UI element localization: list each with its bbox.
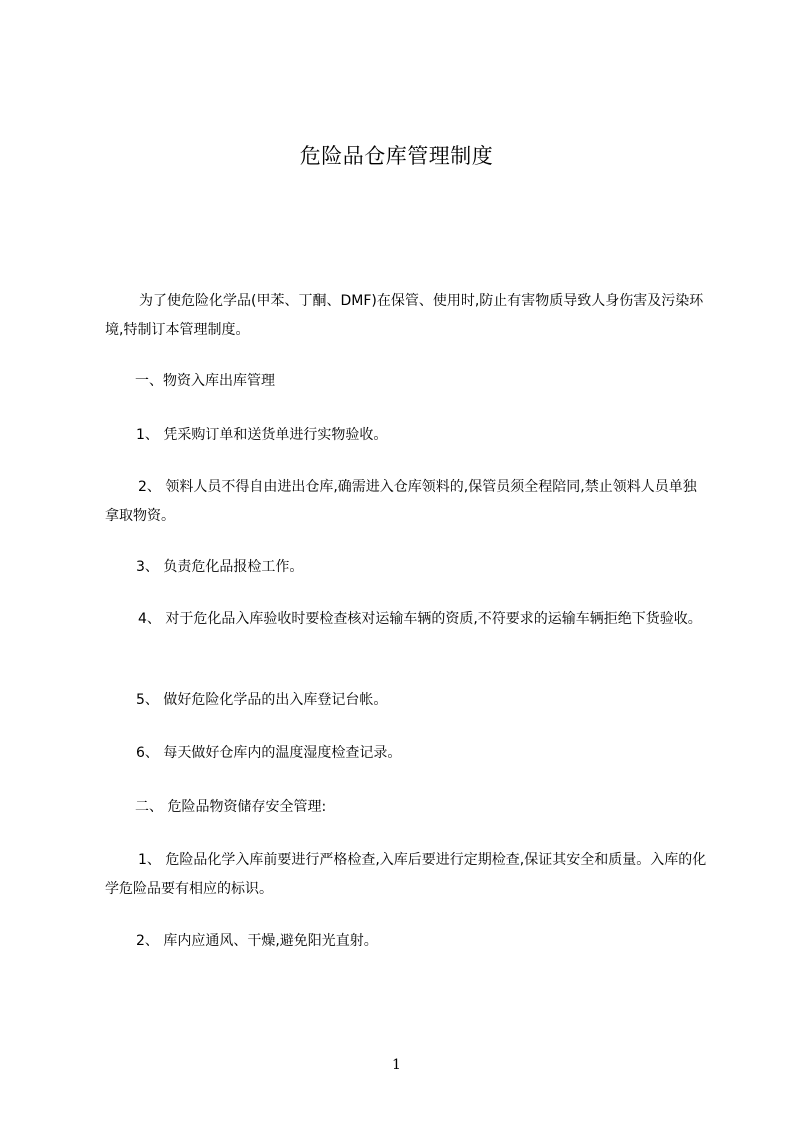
section-1-item-3: 3、 负责危化品报检工作。	[136, 559, 304, 575]
section-1-heading: 一、物资入库出库管理	[135, 373, 275, 389]
section-2-item-2: 2、 库内应通风、干燥,避免阳光直射。	[136, 933, 378, 949]
section-1-item-5: 5、 做好危险化学品的出入库登记台帐。	[136, 692, 388, 708]
section-2-heading: 二、 危险品物资储存安全管理:	[135, 799, 327, 815]
page-number: 1	[392, 1057, 401, 1073]
section-1-item-2: 2、 领料人员不得自由进出仓库,确需进入仓库领料的,保管员须全程陪同,禁止领料人员单独拿取物资。	[105, 479, 697, 524]
section-1-item-4: 4、 对于危化品入库验收时要检查核对运输车辆的资质,不符要求的运输车辆拒绝下货验收。	[138, 611, 702, 627]
intro-paragraph: 为了使危险化学品(甲苯、丁酮、DMF)在保管、使用时,防止有害物质导致人身伤害及污染环境,特制订本管理制度。	[105, 293, 704, 338]
document-title: 危险品仓库管理制度	[299, 144, 494, 168]
section-1-item-6: 6、 每天做好仓库内的温度湿度检查记录。	[136, 745, 402, 761]
section-1-item-1: 1、 凭采购订单和送货单进行实物验收。	[136, 427, 388, 443]
section-2-item-1: 1、 危险品化学入库前要进行严格检查,入库后要进行定期检查,保证其安全和质量。入库的化学危险品要有相应的标识。	[105, 852, 707, 897]
